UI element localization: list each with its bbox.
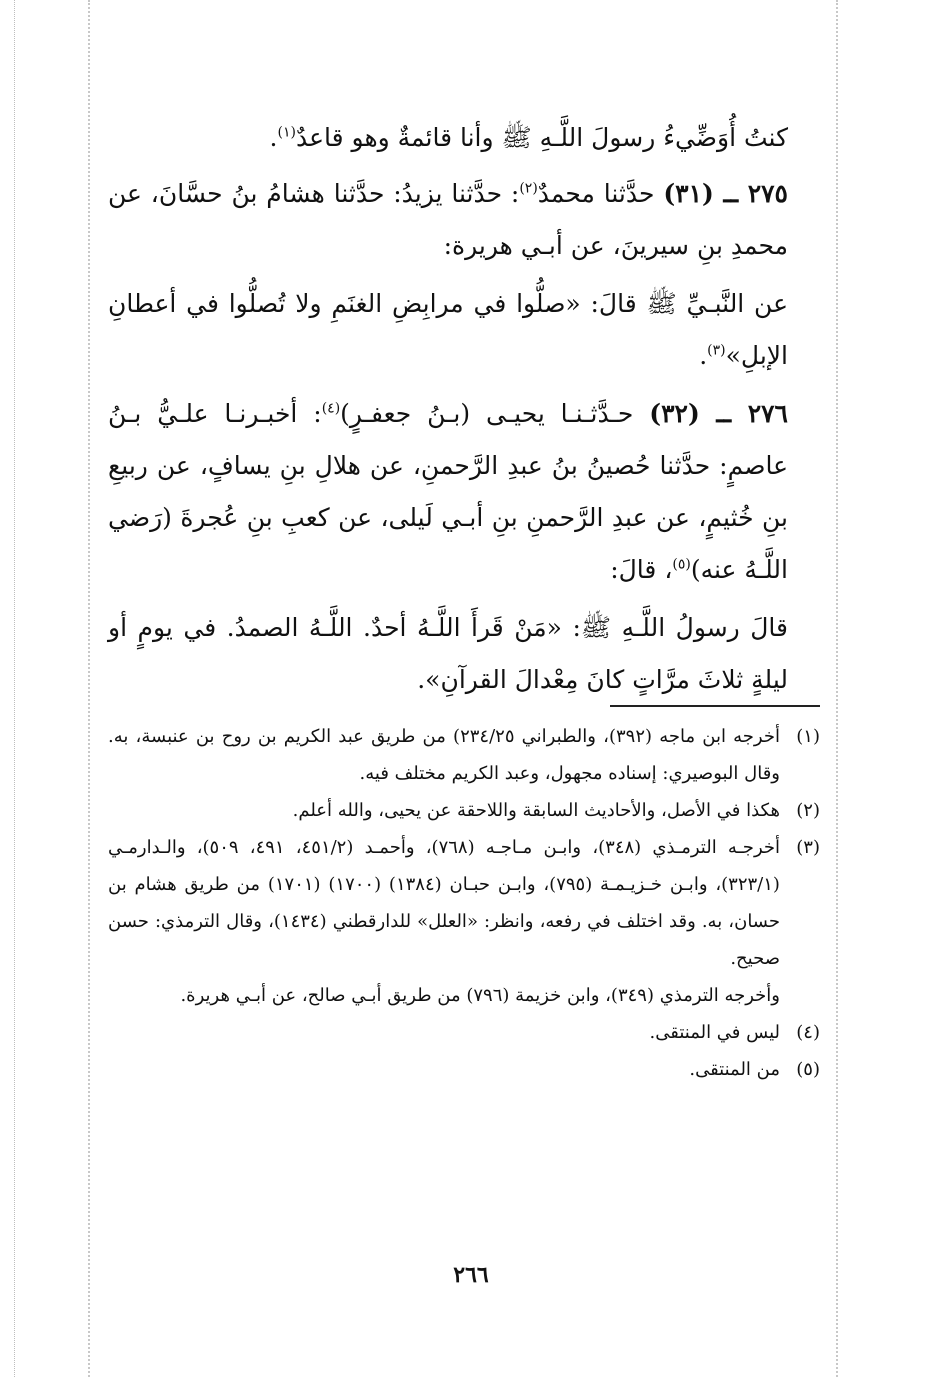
footnote-4-text: ليس في المنتقى. xyxy=(649,1022,780,1043)
footnote-3-text: أخرجـه الترمـذي (٣٤٨)، وابـن مـاجـه (٧٦٨)، وأحمـد (٤٥١/٢، ٤٩١، ٥٠٩)، والـدارمـي (٣٢٣/١)، وابـن خـزيـمـة (٧٩٥)، وابـن حبـان (١٣٨٤) (١٧٠٠) (١٧٠١) من طريق هشام بن حسان، به. وقد اختلف في رفعه، وانظر: «العلل» للدارقطني (١٤٣٤)، وقال الترمذي: حسن صحيح. xyxy=(108,837,780,969)
hadith-276-matn xyxy=(108,602,820,706)
hadith-275-isnad-b: : حدَّثنا يزيدُ: حدَّثنا هشامُ بنُ حسَّانَ، عن محمدِ بنِ سيرينَ، عن أبـي هريرة: xyxy=(108,179,788,260)
hadith-275-number: ٢٧٥ ــ (٣١) xyxy=(663,179,788,208)
scan-dotted-line-left xyxy=(88,0,90,1377)
hadith-275-matn xyxy=(108,278,820,382)
footnote-separator-rule xyxy=(610,705,820,707)
hadith-276-number: ٢٧٦ ــ (٣٢) xyxy=(649,399,788,428)
page-number: ٢٦٦ xyxy=(453,1262,489,1288)
footnote-ref-1: (١) xyxy=(277,124,296,141)
main-text xyxy=(108,112,820,712)
footnote-5 xyxy=(108,1051,820,1088)
left-margin-dotted-line xyxy=(14,0,15,1377)
hadith-274-text: كنتُ أُوَضِّيءُ رسولَ اللَّـهِ ﷺ وأنا قائمةٌ وهو قاعدٌ xyxy=(295,123,788,152)
footnote-4 xyxy=(108,1014,820,1051)
hadith-275-matn-text: عن النَّبـيِّ ﷺ قالَ: «صلُّوا في مرابِضِ الغنَمِ ولا تُصلُّوا في أعطانِ الإبلِ» xyxy=(108,289,788,370)
footnote-4-marker: (٤) xyxy=(796,1022,820,1043)
footnote-1 xyxy=(108,718,820,792)
hadith-274-ending xyxy=(108,112,820,164)
footnote-5-text: من المنتقى. xyxy=(689,1059,780,1080)
hadith-276-isnad-c: ، قالَ: xyxy=(610,555,673,584)
footnote-2-text: هكذا في الأصل، والأحاديث السابقة واللاحقة عن يحيى، والله أعلم. xyxy=(292,800,780,821)
footnote-2-marker: (٢) xyxy=(796,800,820,821)
footnote-ref-2: (٢) xyxy=(519,180,538,197)
hadith-274-end: . xyxy=(269,123,278,152)
hadith-275-isnad xyxy=(108,168,820,272)
hadith-275-end: . xyxy=(699,341,708,370)
footnote-ref-4: (٤) xyxy=(321,400,341,417)
footnote-ref-5: (٥) xyxy=(672,556,691,573)
footnote-3-continuation: وأخرجه الترمذي (٣٤٩)، وابن خزيمة (٧٩٦) من طريق أبـي صالح، عن أبـي هريرة. xyxy=(180,985,780,1006)
footnote-ref-3: (٣) xyxy=(707,342,726,359)
footnote-1-marker: (١) xyxy=(796,726,820,747)
hadith-276-isnad-a: حـدَّثـنـا يحيـى (بـنُ جعفـرٍ) xyxy=(340,399,634,428)
hadith-275-isnad-a: حدَّثنا محمدٌ xyxy=(537,179,655,208)
footnote-1-text: أخرجه ابن ماجه (٣٩٢)، والطبراني ٢٣٤/٢٥) من طريق عبد الكريم بن روح بن عنبسة، به. وقال البوصيري: إسناده مجهول، وعبد الكريم مختلف فيه. xyxy=(108,726,780,784)
footnote-3-marker: (٣) xyxy=(796,837,820,858)
hadith-276-isnad-b: : أخبـرنـا علـيُّ بـنُ عاصمٍ: حدَّثنا حُصينُ بنُ عبدِ الرَّحمنِ، عن هلالِ بنِ يسافٍ، عن ربيعِ بنِ خُثيمٍ، عن عبدِ الرَّحمنِ بنِ أبـي لَيلى، عن كعبِ بنِ عُجرةَ (رَضي اللَّـهُ عنه) xyxy=(108,399,788,584)
scan-dotted-line-right xyxy=(836,0,838,1377)
footnote-2 xyxy=(108,792,820,829)
hadith-276-isnad xyxy=(108,388,820,596)
footnotes xyxy=(108,718,820,1088)
footnote-3 xyxy=(108,829,820,977)
footnote-5-marker: (٥) xyxy=(796,1059,820,1080)
hadith-276-matn-text: قالَ رسولُ اللَّـهِ ﷺ: «مَنْ قَرأَ اللَّـهُ أحدٌ. اللَّـهُ الصمدُ. في يومٍ أو ليلةٍ ثلاثَ مرَّاتٍ كانَ مِعْدالَ القرآنِ». xyxy=(108,613,788,694)
